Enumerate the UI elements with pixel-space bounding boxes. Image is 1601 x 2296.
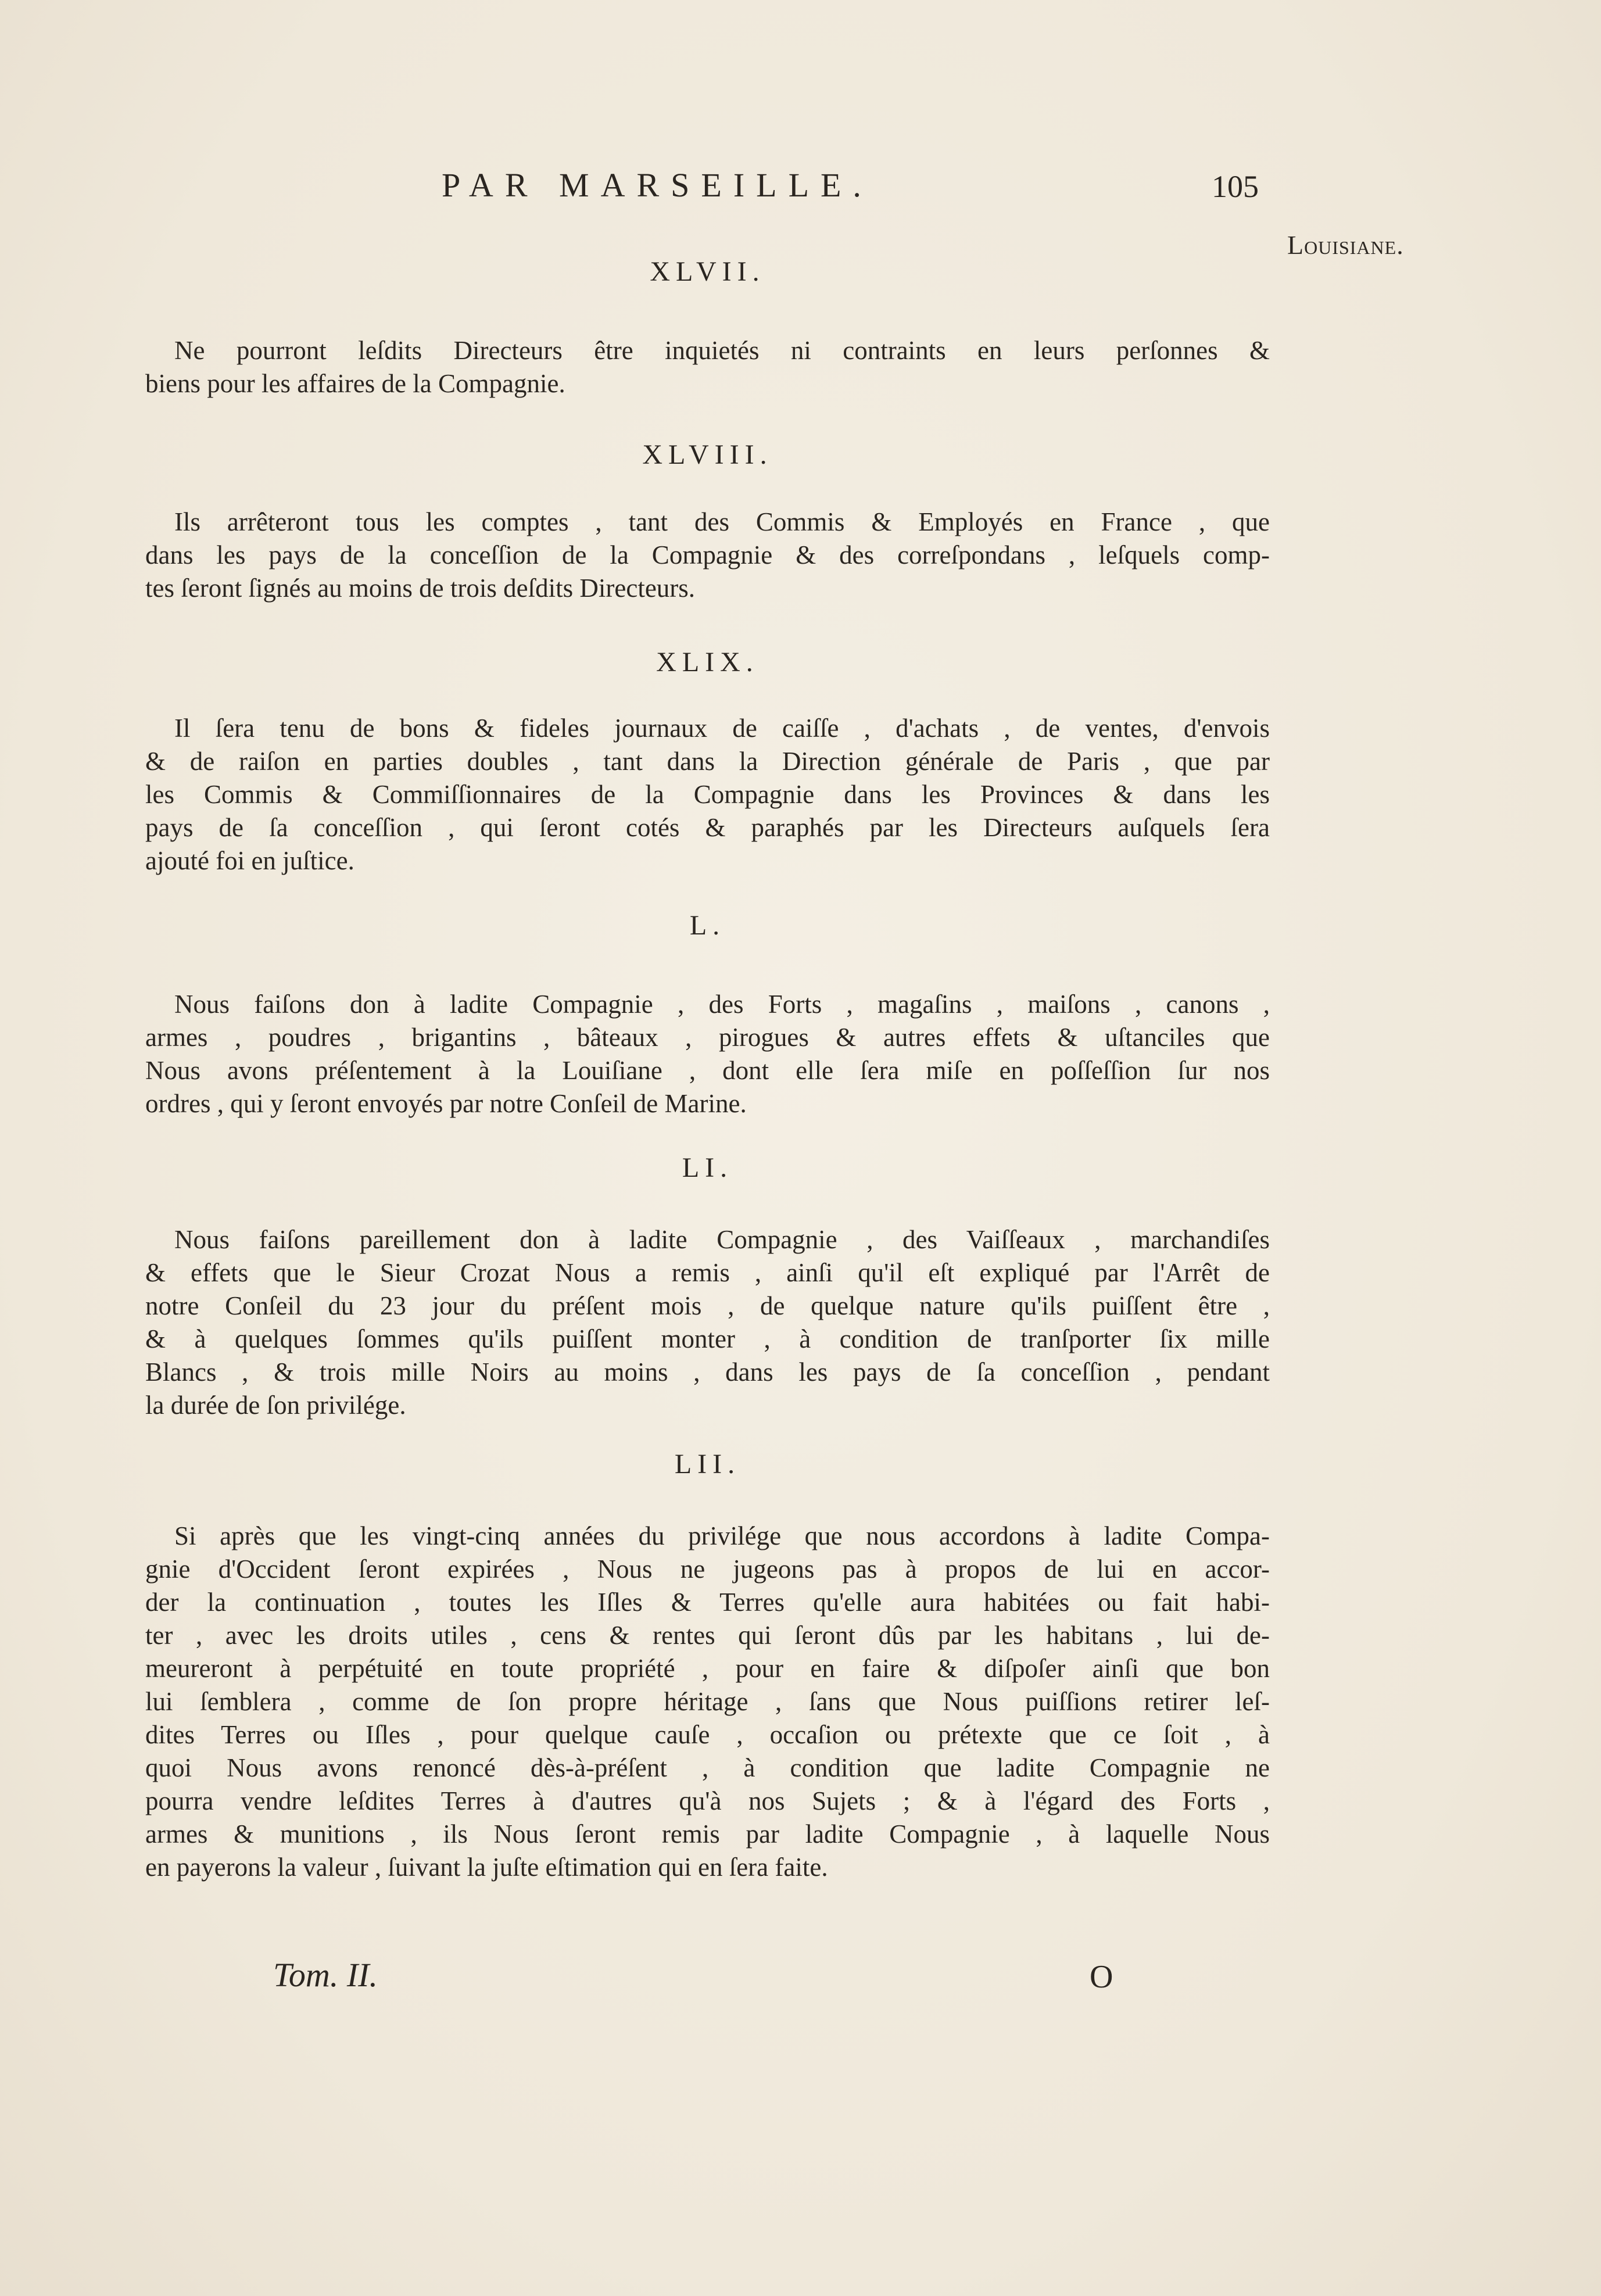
- article-number: LI.: [682, 1152, 733, 1183]
- text-line: meureront à perpétuité en toute propriété , pour en faire & diſpoſer ainſi que bon: [145, 1654, 1270, 1683]
- text-line: ajouté foi en juſtice.: [145, 846, 354, 875]
- text-line: Ne pourront leſdits Directeurs être inquietés ni contraints en leurs perſonnes &: [174, 336, 1270, 365]
- sheet-mark: O: [1090, 1959, 1113, 1995]
- text-line: Nous faiſons don à ladite Compagnie , des Forts , magaſins , maiſons , canons ,: [174, 990, 1270, 1019]
- article-number: XLIX.: [656, 647, 759, 678]
- text-line: & à quelques ſommes qu'ils puiſſent monter , à condition de tranſporter ſix mille: [145, 1324, 1270, 1353]
- text-line: gnie d'Occident ſeront expirées , Nous ne jugeons pas à propos de lui en accor-: [145, 1554, 1270, 1584]
- article-number: XLVII.: [650, 256, 765, 287]
- text-line: ter , avec les droits utiles , cens & rentes qui ſeront dûs par les habitans , lui de-: [145, 1621, 1270, 1650]
- text-line: tes ſeront ſignés au moins de trois deſdits Directeurs.: [145, 574, 696, 603]
- text-line: dans les pays de la conceſſion de la Compagnie & des correſpondans , leſquels comp-: [145, 540, 1270, 569]
- text-line: ordres , qui y ſeront envoyés par notre Conſeil de Marine.: [145, 1089, 747, 1118]
- article-paragraph: [145, 988, 1270, 1120]
- article-number: XLVIII.: [642, 439, 773, 470]
- text-line: en payerons la valeur , ſuivant la juſte eſtimation qui en ſera faite.: [145, 1853, 828, 1882]
- text-line: & de raiſon en parties doubles , tant dans la Direction générale de Paris , que par: [145, 747, 1270, 776]
- text-line: Il ſera tenu de bons & fideles journaux de caiſſe , d'achats , de ventes, d'envois: [174, 714, 1270, 743]
- text-line: armes & munitions , ils Nous ſeront remis par ladite Compagnie , à laquelle Nous: [145, 1819, 1270, 1849]
- text-line: Nous avons préſentement à la Louiſiane , dont elle ſera miſe en poſſeſſion ſur nos: [145, 1056, 1270, 1085]
- text-line: Ils arrêteront tous les comptes , tant des Commis & Employés en France , que: [174, 507, 1270, 536]
- signature-mark: Tom. II.: [273, 1956, 378, 1994]
- page-number: 105: [1212, 169, 1259, 204]
- text-line: les Commis & Commiſſionnaires de la Compagnie dans les Provinces & dans les: [145, 780, 1270, 809]
- text-line: pays de ſa conceſſion , qui ſeront cotés & paraphés par les Directeurs auſquels ſera: [145, 813, 1270, 842]
- text-line: Si après que les vingt-cinq années du privilége que nous accordons à ladite Compa-: [174, 1521, 1270, 1550]
- article-paragraph: [145, 334, 1270, 400]
- margin-note: Louisiane.: [1287, 230, 1404, 260]
- article-paragraph: [145, 506, 1270, 605]
- text-line: la durée de ſon privilége.: [145, 1391, 406, 1420]
- article-paragraph: [145, 1223, 1270, 1422]
- running-title: PAR MARSEILLE.: [442, 166, 873, 204]
- text-line: pourra vendre leſdites Terres à d'autres qu'à nos Sujets ; & à l'égard des Forts ,: [145, 1786, 1270, 1815]
- text-line: der la continuation , toutes les Iſles & Terres qu'elle aura habitées ou fait habi-: [145, 1588, 1270, 1617]
- text-line: & effets que le Sieur Crozat Nous a remis , ainſi qu'il eſt expliqué par l'Arrêt de: [145, 1258, 1270, 1287]
- text-line: Nous faiſons pareillement don à ladite Compagnie , des Vaiſſeaux , marchandiſes: [174, 1225, 1270, 1254]
- text-line: lui ſemblera , comme de ſon propre héritage , ſans que Nous puiſſions retirer leſ-: [145, 1687, 1270, 1716]
- text-line: dites Terres ou Iſles , pour quelque cauſe , occaſion ou prétexte que ce ſoit , à: [145, 1720, 1270, 1749]
- text-line: Blancs , & trois mille Noirs au moins , dans les pays de ſa conceſſion , pendant: [145, 1357, 1270, 1387]
- text-line: biens pour les affaires de la Compagnie.: [145, 369, 565, 398]
- text-line: armes , poudres , brigantins , bâteaux , pirogues & autres effets & uſtanciles que: [145, 1023, 1270, 1052]
- text-line: notre Conſeil du 23 jour du préſent mois , de quelque nature qu'ils puiſſent être ,: [145, 1291, 1270, 1320]
- article-number: L.: [689, 910, 726, 941]
- text-line: quoi Nous avons renoncé dès-à-préſent , à condition que ladite Compagnie ne: [145, 1753, 1270, 1782]
- article-number: LII.: [674, 1449, 741, 1480]
- article-paragraph: [145, 712, 1270, 877]
- article-paragraph: [145, 1520, 1270, 1884]
